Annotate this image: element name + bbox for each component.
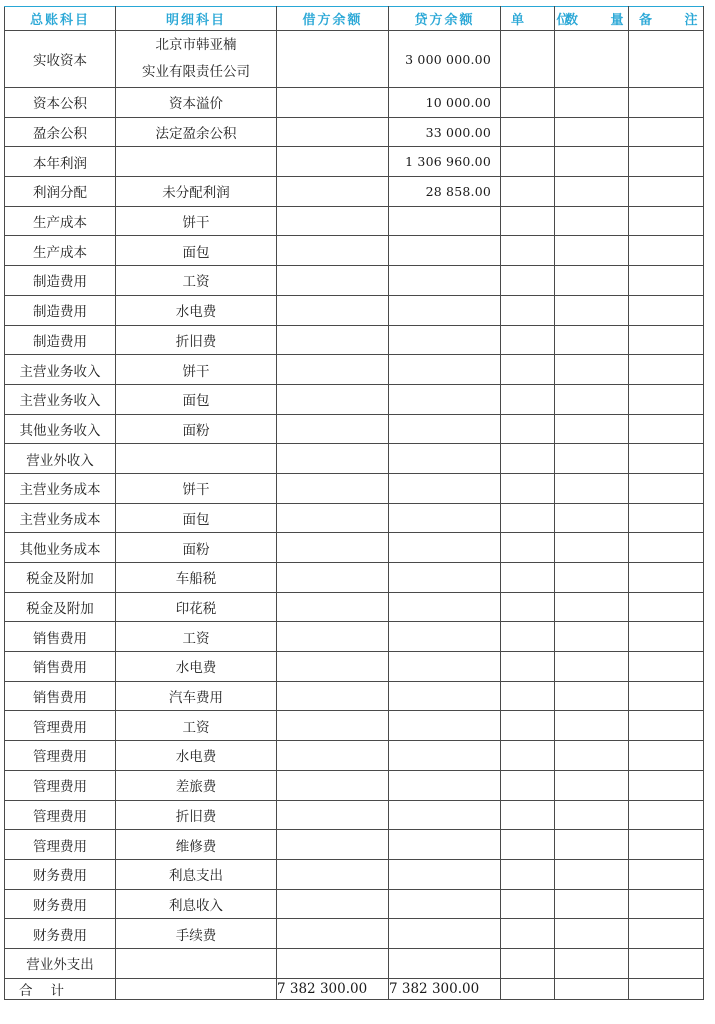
unit-cell [501, 236, 555, 266]
detail-account-cell: 面粉 [116, 414, 277, 444]
table-row [5, 859, 704, 889]
unit-cell [501, 770, 555, 800]
general-ledger-cell: 主营业务收入 [5, 384, 116, 414]
remarks-cell [629, 384, 704, 414]
general-ledger-cell: 销售费用 [5, 652, 116, 682]
quantity-cell [555, 503, 629, 533]
quantity-cell [555, 147, 629, 177]
debit-cell [277, 622, 389, 652]
table-row [5, 444, 704, 474]
debit-cell [277, 355, 389, 385]
remarks-cell [629, 948, 704, 978]
remarks-cell [629, 830, 704, 860]
debit-cell [277, 563, 389, 593]
general-ledger-cell: 销售费用 [5, 622, 116, 652]
remarks-cell [629, 741, 704, 771]
remarks-cell [629, 147, 704, 177]
debit-cell [277, 652, 389, 682]
debit-cell [277, 473, 389, 503]
quantity-cell [555, 800, 629, 830]
debit-cell [277, 889, 389, 919]
general-ledger-cell: 销售费用 [5, 681, 116, 711]
table-row [5, 473, 704, 503]
general-ledger-cell: 制造费用 [5, 266, 116, 296]
header-detail-account: 明细科目 [116, 7, 277, 31]
remarks-cell [629, 622, 704, 652]
unit-cell [501, 859, 555, 889]
general-ledger-cell: 财务费用 [5, 919, 116, 949]
credit-cell [389, 295, 501, 325]
quantity-cell [555, 741, 629, 771]
quantity-cell [555, 325, 629, 355]
table-row [5, 206, 704, 236]
table-row [5, 384, 704, 414]
unit-cell [501, 652, 555, 682]
unit-cell [501, 473, 555, 503]
credit-cell [389, 384, 501, 414]
table-row [5, 177, 704, 207]
header-debit-balance: 借方余额 [277, 7, 389, 31]
detail-account-multiline [142, 32, 250, 86]
table-row [5, 681, 704, 711]
table-row [5, 622, 704, 652]
unit-cell [501, 800, 555, 830]
unit-cell [501, 830, 555, 860]
table-row [5, 236, 704, 266]
quantity-cell [555, 622, 629, 652]
general-ledger-cell: 管理费用 [5, 830, 116, 860]
remarks-cell [629, 88, 704, 118]
credit-cell [389, 563, 501, 593]
detail-account-cell: 印花税 [116, 592, 277, 622]
total-row [5, 978, 704, 999]
detail-account-cell: 利息收入 [116, 889, 277, 919]
general-ledger-cell: 主营业务成本 [5, 473, 116, 503]
quantity-cell [555, 88, 629, 118]
credit-cell [389, 592, 501, 622]
header-unit: 单 位 [501, 7, 555, 31]
quantity-cell [555, 414, 629, 444]
unit-cell [501, 948, 555, 978]
general-ledger-cell: 管理费用 [5, 770, 116, 800]
remarks-cell [629, 592, 704, 622]
credit-cell [389, 830, 501, 860]
credit-cell [389, 503, 501, 533]
general-ledger-cell: 税金及附加 [5, 592, 116, 622]
quantity-cell [555, 177, 629, 207]
unit-cell [501, 741, 555, 771]
detail-account-cell: 维修费 [116, 830, 277, 860]
table-row [5, 770, 704, 800]
header-quantity: 数 量 [555, 7, 629, 31]
debit-cell [277, 31, 389, 88]
credit-cell [389, 236, 501, 266]
unit-cell [501, 355, 555, 385]
table-row [5, 830, 704, 860]
credit-cell: 28 858.00 [389, 177, 501, 207]
debit-cell [277, 711, 389, 741]
quantity-cell [555, 563, 629, 593]
general-ledger-cell: 实收资本 [5, 31, 116, 88]
unit-cell [501, 117, 555, 147]
detail-account-cell [116, 147, 277, 177]
table-row [5, 919, 704, 949]
general-ledger-cell: 主营业务成本 [5, 503, 116, 533]
credit-cell [389, 652, 501, 682]
table-row [5, 147, 704, 177]
general-ledger-cell: 管理费用 [5, 800, 116, 830]
general-ledger-cell: 管理费用 [5, 741, 116, 771]
unit-cell [501, 31, 555, 88]
unit-cell [501, 325, 555, 355]
remarks-cell [629, 652, 704, 682]
general-ledger-cell: 财务费用 [5, 889, 116, 919]
total-quantity-cell [555, 978, 629, 999]
remarks-cell [629, 533, 704, 563]
credit-cell [389, 622, 501, 652]
table-row [5, 889, 704, 919]
debit-cell [277, 295, 389, 325]
header-row [5, 7, 704, 31]
remarks-cell [629, 206, 704, 236]
quantity-cell [555, 295, 629, 325]
debit-cell [277, 741, 389, 771]
quantity-cell [555, 859, 629, 889]
debit-cell [277, 384, 389, 414]
remarks-cell [629, 859, 704, 889]
credit-cell [389, 741, 501, 771]
credit-cell [389, 711, 501, 741]
unit-cell [501, 592, 555, 622]
unit-cell [501, 414, 555, 444]
credit-cell: 3 000 000.00 [389, 31, 501, 88]
debit-cell [277, 266, 389, 296]
debit-cell [277, 800, 389, 830]
detail-account-cell: 面包 [116, 236, 277, 266]
debit-cell [277, 206, 389, 236]
general-ledger-cell: 制造费用 [5, 295, 116, 325]
detail-account-cell: 工资 [116, 711, 277, 741]
detail-account-cell: 汽车费用 [116, 681, 277, 711]
quantity-cell [555, 355, 629, 385]
detail-account-cell: 工资 [116, 266, 277, 296]
remarks-cell [629, 800, 704, 830]
remarks-cell [629, 117, 704, 147]
quantity-cell [555, 711, 629, 741]
detail-account-cell: 水电费 [116, 652, 277, 682]
table-row [5, 741, 704, 771]
unit-cell [501, 681, 555, 711]
detail-account-cell: 面包 [116, 503, 277, 533]
remarks-cell [629, 681, 704, 711]
unit-cell [501, 563, 555, 593]
general-ledger-cell: 营业外收入 [5, 444, 116, 474]
account-balance-table [4, 6, 712, 1000]
quantity-cell [555, 206, 629, 236]
detail-account-cell: 面粉 [116, 533, 277, 563]
total-credit: 7 382 300.00 [389, 978, 501, 999]
detail-account-cell: 差旅费 [116, 770, 277, 800]
remarks-cell [629, 31, 704, 88]
unit-cell [501, 711, 555, 741]
table-row [5, 503, 704, 533]
general-ledger-cell: 主营业务收入 [5, 355, 116, 385]
credit-cell [389, 948, 501, 978]
table-row [5, 295, 704, 325]
credit-cell [389, 266, 501, 296]
quantity-cell [555, 652, 629, 682]
credit-cell: 33 000.00 [389, 117, 501, 147]
detail-account-cell: 饼干 [116, 206, 277, 236]
credit-cell: 1 306 960.00 [389, 147, 501, 177]
credit-cell [389, 770, 501, 800]
unit-cell [501, 384, 555, 414]
detail-account-cell: 法定盈余公积 [116, 117, 277, 147]
quantity-cell [555, 236, 629, 266]
credit-cell [389, 355, 501, 385]
detail-account-cell: 工资 [116, 622, 277, 652]
unit-cell [501, 622, 555, 652]
unit-cell [501, 206, 555, 236]
unit-cell [501, 147, 555, 177]
quantity-cell [555, 770, 629, 800]
detail-account-cell [116, 444, 277, 474]
debit-cell [277, 444, 389, 474]
remarks-cell [629, 711, 704, 741]
general-ledger-cell: 盈余公积 [5, 117, 116, 147]
debit-cell [277, 147, 389, 177]
detail-account-cell: 水电费 [116, 741, 277, 771]
total-remarks-cell [629, 978, 704, 999]
table-row [5, 948, 704, 978]
debit-cell [277, 919, 389, 949]
remarks-cell [629, 295, 704, 325]
credit-cell [389, 473, 501, 503]
total-debit: 7 382 300.00 [277, 978, 389, 999]
detail-account-cell: 利息支出 [116, 859, 277, 889]
detail-account-cell: 资本溢价 [116, 88, 277, 118]
quantity-cell [555, 533, 629, 563]
unit-cell [501, 177, 555, 207]
total-detail-cell [116, 978, 277, 999]
total-unit-cell [501, 978, 555, 999]
table-row [5, 711, 704, 741]
unit-cell [501, 266, 555, 296]
credit-cell: 10 000.00 [389, 88, 501, 118]
detail-line-1: 北京市韩亚楠 [155, 37, 237, 53]
remarks-cell [629, 919, 704, 949]
debit-cell [277, 503, 389, 533]
table-row [5, 533, 704, 563]
general-ledger-cell: 本年利润 [5, 147, 116, 177]
detail-account-cell: 水电费 [116, 295, 277, 325]
remarks-cell [629, 325, 704, 355]
credit-cell [389, 533, 501, 563]
detail-account-cell: 饼干 [116, 473, 277, 503]
detail-account-cell: 车船税 [116, 563, 277, 593]
header-remarks: 备 注 [629, 7, 704, 31]
general-ledger-cell: 营业外支出 [5, 948, 116, 978]
table-row [5, 31, 704, 88]
table-header [5, 7, 712, 31]
table-row [5, 414, 704, 444]
general-ledger-cell: 其他业务收入 [5, 414, 116, 444]
remarks-cell [629, 236, 704, 266]
remarks-cell [629, 414, 704, 444]
unit-cell [501, 88, 555, 118]
debit-cell [277, 414, 389, 444]
table-body [5, 31, 704, 979]
table-footer [5, 978, 704, 999]
debit-cell [277, 533, 389, 563]
general-ledger-cell: 管理费用 [5, 711, 116, 741]
detail-account-cell: 折旧费 [116, 325, 277, 355]
quantity-cell [555, 681, 629, 711]
general-ledger-cell: 资本公积 [5, 88, 116, 118]
detail-line-2: 实业有限责任公司 [142, 64, 250, 80]
debit-cell [277, 681, 389, 711]
credit-cell [389, 444, 501, 474]
debit-cell [277, 592, 389, 622]
detail-account-cell [116, 31, 277, 88]
detail-account-cell: 未分配利润 [116, 177, 277, 207]
table-row [5, 652, 704, 682]
remarks-cell [629, 266, 704, 296]
quantity-cell [555, 444, 629, 474]
credit-cell [389, 414, 501, 444]
detail-account-cell: 折旧费 [116, 800, 277, 830]
debit-cell [277, 88, 389, 118]
quantity-cell [555, 830, 629, 860]
unit-cell [501, 889, 555, 919]
remarks-cell [629, 473, 704, 503]
table-row [5, 563, 704, 593]
quantity-cell [555, 889, 629, 919]
general-ledger-cell: 生产成本 [5, 206, 116, 236]
debit-cell [277, 325, 389, 355]
header-credit-balance: 贷方余额 [389, 7, 501, 31]
table-row [5, 88, 704, 118]
unit-cell [501, 444, 555, 474]
quantity-cell [555, 266, 629, 296]
remarks-cell [629, 177, 704, 207]
credit-cell [389, 681, 501, 711]
debit-cell [277, 770, 389, 800]
credit-cell [389, 325, 501, 355]
remarks-cell [629, 444, 704, 474]
credit-cell [389, 919, 501, 949]
quantity-cell [555, 384, 629, 414]
credit-cell [389, 206, 501, 236]
quantity-cell [555, 948, 629, 978]
table-row [5, 592, 704, 622]
table-row [5, 266, 704, 296]
general-ledger-cell: 利润分配 [5, 177, 116, 207]
unit-cell [501, 503, 555, 533]
debit-cell [277, 859, 389, 889]
credit-cell [389, 859, 501, 889]
detail-account-cell: 手续费 [116, 919, 277, 949]
table-row [5, 355, 704, 385]
remarks-cell [629, 503, 704, 533]
debit-cell [277, 236, 389, 266]
general-ledger-cell: 生产成本 [5, 236, 116, 266]
quantity-cell [555, 117, 629, 147]
credit-cell [389, 889, 501, 919]
debit-cell [277, 948, 389, 978]
general-ledger-cell: 其他业务成本 [5, 533, 116, 563]
debit-cell [277, 830, 389, 860]
remarks-cell [629, 355, 704, 385]
detail-account-cell: 面包 [116, 384, 277, 414]
unit-cell [501, 919, 555, 949]
quantity-cell [555, 31, 629, 88]
remarks-cell [629, 889, 704, 919]
general-ledger-cell: 税金及附加 [5, 563, 116, 593]
table-row [5, 117, 704, 147]
credit-cell [389, 800, 501, 830]
table-row [5, 325, 704, 355]
detail-account-cell [116, 948, 277, 978]
quantity-cell [555, 473, 629, 503]
unit-cell [501, 533, 555, 563]
remarks-cell [629, 770, 704, 800]
debit-cell [277, 117, 389, 147]
detail-account-cell: 饼干 [116, 355, 277, 385]
total-label: 合计 [5, 978, 116, 999]
general-ledger-cell: 财务费用 [5, 859, 116, 889]
quantity-cell [555, 919, 629, 949]
quantity-cell [555, 592, 629, 622]
debit-cell [277, 177, 389, 207]
table-row [5, 800, 704, 830]
header-general-ledger: 总账科目 [5, 7, 116, 31]
general-ledger-cell: 制造费用 [5, 325, 116, 355]
unit-cell [501, 295, 555, 325]
remarks-cell [629, 563, 704, 593]
